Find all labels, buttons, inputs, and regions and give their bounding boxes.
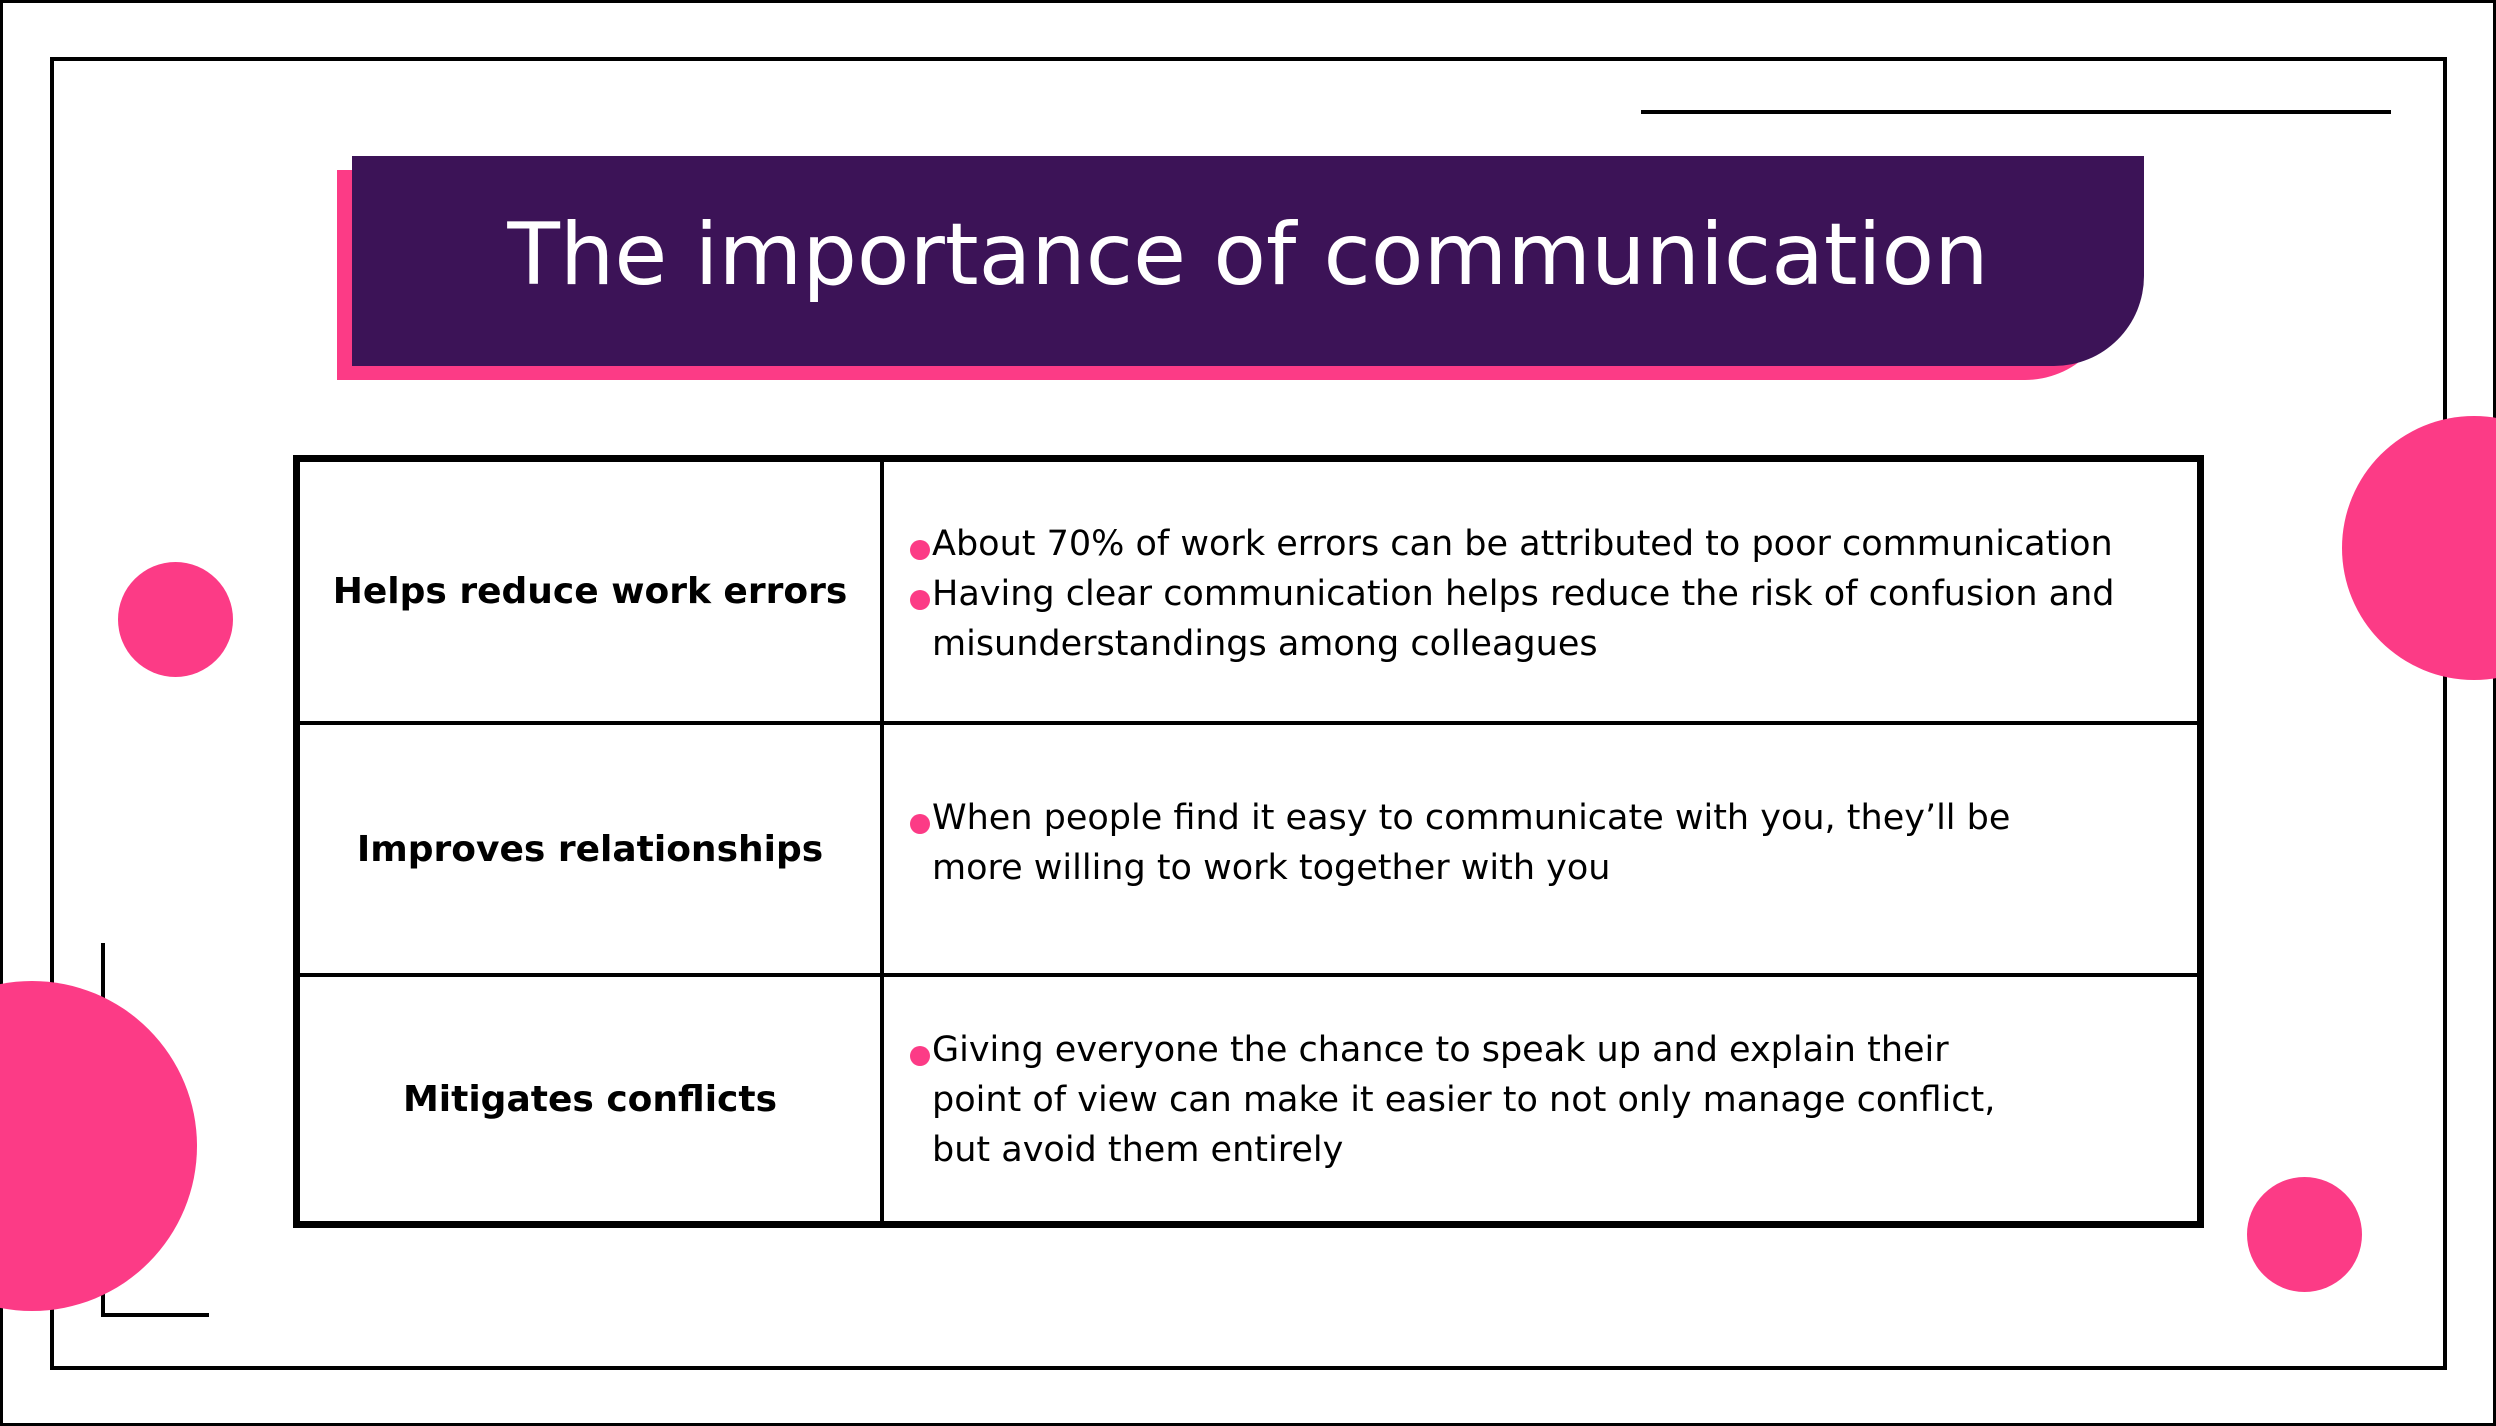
row-label-cell bbox=[300, 977, 880, 1221]
bullet-text: Giving everyone the chance to speak up and explain their point of view can make it easier to not only manage conflict, but avoid them entirely bbox=[932, 1030, 1996, 1170]
corner-bracket-horizontal bbox=[101, 1313, 209, 1317]
bullet-item bbox=[872, 793, 2062, 893]
bullet-item bbox=[884, 1025, 2032, 1175]
row-label: Improves relationships bbox=[356, 828, 824, 870]
bullet-list bbox=[872, 793, 2022, 893]
bullet-list bbox=[884, 519, 2174, 669]
row-label: Helps reduce work errors bbox=[332, 571, 848, 612]
row-label-cell bbox=[300, 725, 880, 973]
bullet-list bbox=[884, 1025, 2004, 1175]
title-banner bbox=[352, 156, 2144, 366]
bullet-text: Having clear communication helps reduce the risk of confusion and misunderstandings among colleagues bbox=[932, 574, 2115, 664]
bullet-item bbox=[884, 519, 2182, 569]
decorative-circle-left-small bbox=[118, 562, 233, 677]
table-row bbox=[300, 462, 2197, 725]
top-decorative-line bbox=[1641, 110, 2391, 114]
slide-title: The importance of communication bbox=[507, 205, 1989, 305]
bullet-text: When people find it easy to communicate with you, they’ll be more willing to work together with you bbox=[932, 798, 2011, 888]
bullet-dot-icon bbox=[910, 814, 930, 834]
row-label: Mitigates conflicts bbox=[402, 1078, 778, 1120]
decorative-circle-right-small bbox=[2247, 1177, 2362, 1292]
row-content-cell bbox=[884, 462, 2197, 721]
row-label-cell bbox=[300, 462, 880, 721]
bullet-dot-icon bbox=[910, 1046, 930, 1066]
table-row bbox=[300, 725, 2197, 977]
table-row bbox=[300, 977, 2197, 1221]
bullet-text: About 70% of work errors can be attributed to poor communication bbox=[932, 524, 2113, 564]
communication-table bbox=[293, 455, 2204, 1228]
row-content-cell bbox=[884, 725, 2197, 973]
row-content-cell bbox=[884, 977, 2197, 1221]
bullet-dot-icon bbox=[910, 540, 930, 560]
bullet-item bbox=[884, 569, 2182, 669]
bullet-dot-icon bbox=[910, 590, 930, 610]
